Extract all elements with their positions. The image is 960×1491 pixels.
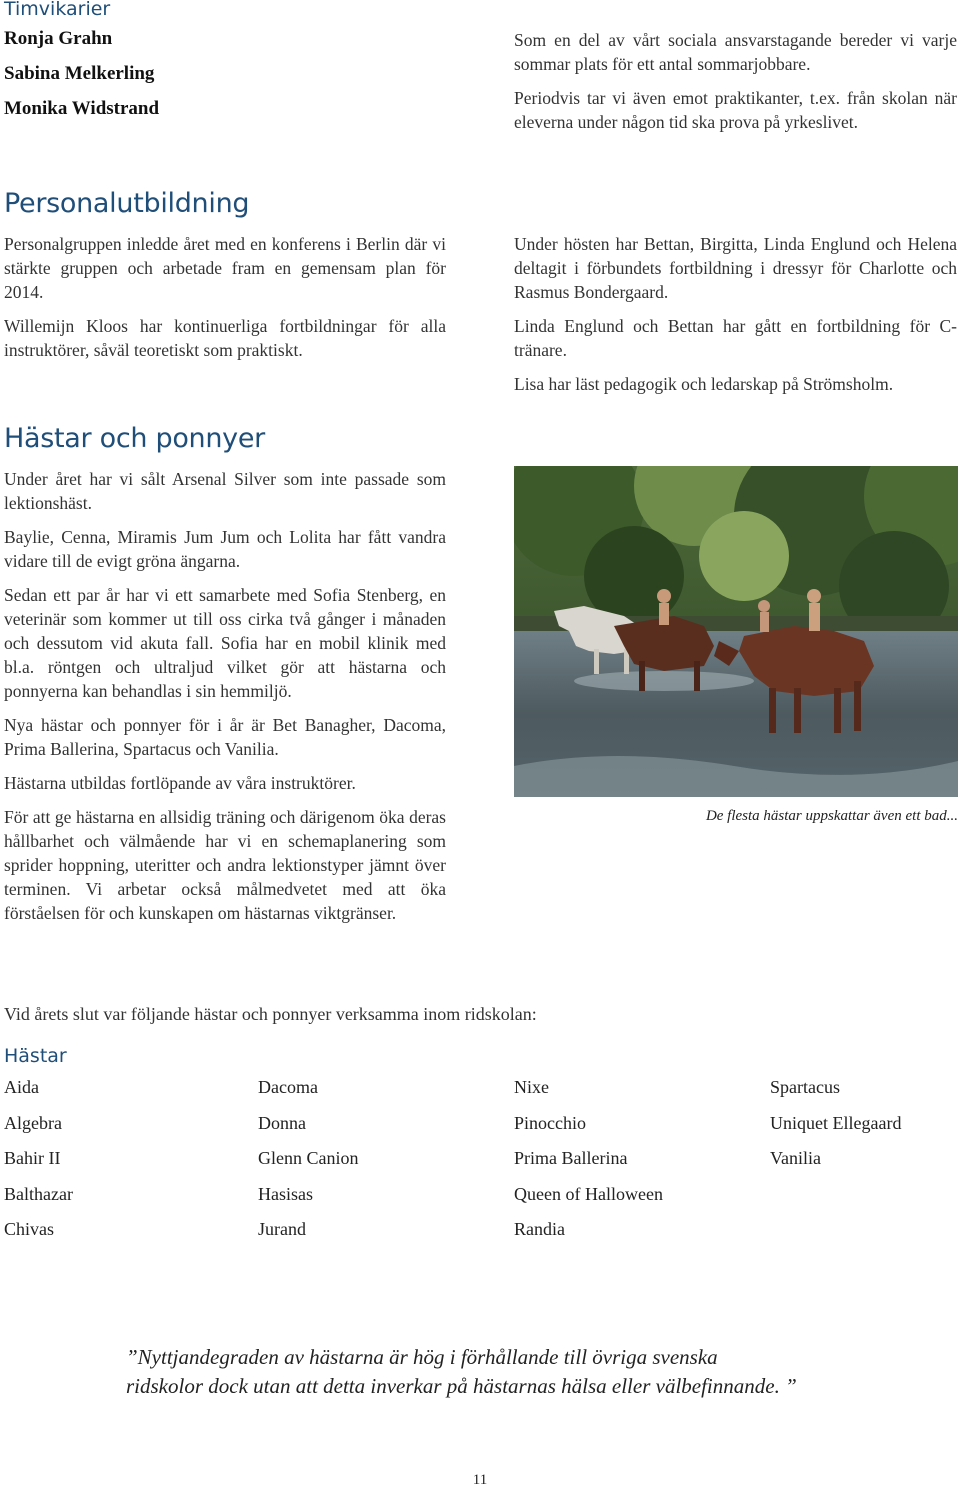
page-number: 11 [472,1472,488,1488]
horse-name: Glenn Canion [258,1148,359,1168]
horse-name: Dacoma [258,1077,318,1097]
horse-name: Randia [514,1219,565,1239]
horse-list-row [4,1148,954,1184]
horse-name: Chivas [4,1219,55,1239]
horse-name: Uniquet Ellegaard [770,1112,902,1133]
horse-list-row [4,1219,954,1255]
horse-name: Algebra [4,1112,62,1133]
pull-quote-line-1: ”Nyttjandegraden av hästarna är hög i förhållande till övriga svenska [126,1345,718,1369]
horse-name: Queen of Halloween [514,1183,663,1204]
horse-name: Prima Ballerina [514,1148,628,1168]
horses-text [4,467,446,925]
c-trainer-paragraph: Linda Englund och Bettan har gått en fortbildning för C-tränare. [514,316,957,360]
horse-list-heading: Hästar [4,1045,67,1067]
horse-name: Spartacus [770,1077,840,1097]
staff-training-heading: Personalutbildning [4,188,250,219]
temp-name-1: Ronja Grahn [4,28,113,49]
instructor-training-paragraph: Willemijn Kloos har kontinuerliga fortbildningar för alla instruktörer, såväl teoretiskt som praktiskt. [4,316,446,360]
horse-list-table [4,1077,954,1255]
horses-bathing-photo [514,466,958,797]
summer-jobs-paragraph: Som en del av vårt sociala ansvarstagande bereder vi varje sommar plats för ett antal sommarjobbare. [514,30,957,74]
instructors-paragraph: Hästarna utbildas fortlöpande av våra instruktörer. [4,773,356,793]
conference-paragraph: Personalgruppen inledde året med en konferens i Berlin där vi stärkte gruppen och arbetade fram en gemensam plan för 2014. [4,234,446,302]
temp-staff-heading: Timvikarier [4,0,111,20]
veterinarian-paragraph: Sedan ett par år har vi ett samarbete med Sofia Stenberg, en veterinär som kommer ut till oss cirka två gånger i månaden och dessutom vid akuta fall. Sofia har en mobil klinik med bl.a. röntgen och ultraljud vilket gör att hästarna och ponnyerna kan behandlas i sin hemmiljö. [4,585,446,701]
pedagogy-paragraph: Lisa har läst pedagogik och ledarskap på Strömsholm. [514,374,894,394]
horse-name: Donna [258,1112,306,1133]
horse-name: Bahir II [4,1148,61,1168]
horse-list-row [4,1113,954,1149]
horse-name: Pinocchio [514,1112,586,1133]
horse-name: Hasisas [258,1183,313,1204]
dressage-training-paragraph: Under hösten har Bettan, Birgitta, Linda Englund och Helena deltagit i förbundets fortbildning i dressyr för Charlotte och Rasmus Bondergaard. [514,234,957,302]
horse-name: Aida [4,1077,39,1097]
horse-name: Vanilia [770,1148,821,1168]
pull-quote-line-2: ridskolor dock utan att detta inverkar på hästarnas hälsa eller välbefinnande. ” [126,1374,797,1398]
temp-name-3: Monika Widstrand [4,98,160,119]
photo-caption: De flesta hästar uppskattar även ett bad... [705,808,958,824]
horse-list-row [4,1077,954,1113]
horses-heading: Hästar och ponnyer [4,423,265,454]
temp-name-2: Sabina Melkerling [4,63,155,84]
staff-training-right [514,232,957,396]
new-horses-paragraph: Nya hästar och ponnyer för i år är Bet Banagher, Dacoma, Prima Ballerina, Spartacus och Vanilia. [4,715,446,759]
horse-name: Nixe [514,1077,549,1097]
schedule-paragraph: För att ge hästarna en allsidig träning och därigenom öka deras hållbarhet och välmående har vi en schemaplanering som sprider hoppning, uteritter och andra lektionstyper jämnt över terminen. Vi arbetar också målmedvetet med att öka förståelsen för och kunskapen om hästarnas viktgränser. [4,807,446,923]
horse-name: Jurand [258,1219,306,1239]
horse-list-row [4,1184,954,1220]
pull-quote [126,1343,886,1401]
sold-horse-paragraph: Under året har vi sålt Arsenal Silver som inte passade som lektionshäst. [4,469,446,513]
horse-list-intro: Vid årets slut var följande hästar och ponnyer verksamma inom ridskolan: [4,1004,537,1024]
horse-name: Balthazar [4,1183,73,1204]
summer-jobs-text [514,28,957,134]
staff-training-left [4,232,446,362]
deceased-horses-paragraph: Baylie, Cenna, Miramis Jum Jum och Lolita har fått vandra vidare till de evigt gröna ängarna. [4,527,446,571]
internship-paragraph: Periodvis tar vi även emot praktikanter, t.ex. från skolan när eleverna under någon tid ska prova på yrkeslivet. [514,88,957,132]
